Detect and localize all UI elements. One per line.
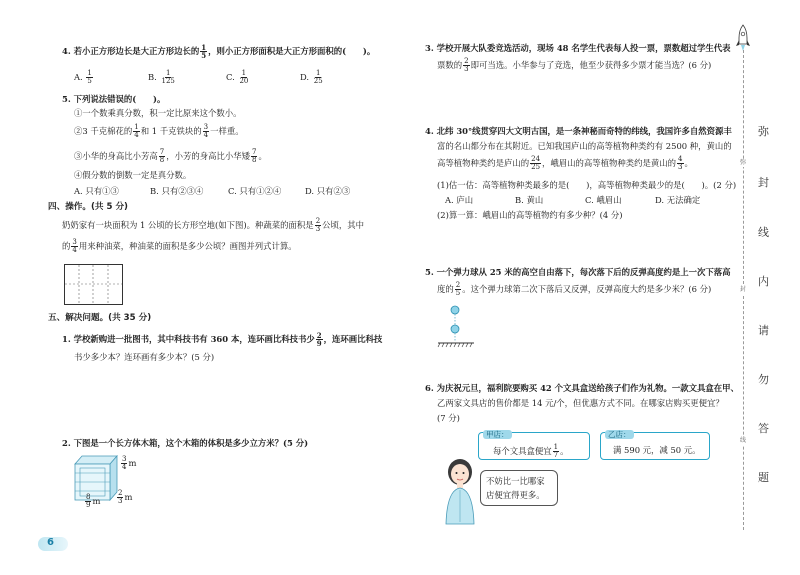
q4-stem: 4. 若小正方形边长是大正方形边长的: [62, 46, 200, 56]
seal-char-3: 线: [758, 226, 769, 239]
shop-a-tag: 甲店：: [483, 430, 512, 439]
r-q4-option-b: B. 黄山: [515, 195, 544, 205]
shop-b-offer: 满 590 元，减 50 元。: [613, 445, 701, 455]
q4-option-d: D. $\frac{1}{25}$: [300, 69, 323, 85]
r-q4-option-d: D. 无法确定: [655, 195, 701, 205]
r-question-3-cont: 票数的 $\frac{2}{3}$ 即可当选。小华参与了竞选，他至少获得多少票才能当选？(6 分): [437, 57, 712, 73]
fraction: $\frac{1}{5}$: [201, 43, 207, 60]
speech-bubble: [480, 470, 558, 506]
r-question-4-line-3: 高等植物种类约是庐山的 $\frac{24}{25}$ ，峨眉山的高等植物种类约是黄山的 $\frac{4}{3}$ 。: [437, 155, 693, 171]
q5-option-d: D. 只有②③: [305, 186, 351, 196]
seal-rocket-icon: [735, 24, 751, 52]
seal-char-7: 答: [758, 422, 769, 435]
r-q4-option-c: C. 峨眉山: [585, 195, 622, 205]
q4-option-b: B. $\frac{1}{125}$: [148, 69, 175, 85]
shop-b-tag: 乙店：: [605, 430, 634, 439]
box-depth-label: $\frac{2}{3}$ m: [118, 489, 133, 505]
r-question-5: 5. 一个弹力球从 25 米的高空自由落下，每次落下后的反弹高度约是上一次下落高: [425, 267, 731, 277]
girl-illustration: [438, 456, 483, 526]
r-question-4: 4. 北纬 30°线贯穿四大文明古国，是一条神秘而奇特的纬线，我国许多自然资源丰: [425, 126, 732, 136]
shop-b-card: [600, 432, 710, 460]
q4-tail: ，则小正方形面积是大正方形面积的( )。: [208, 46, 376, 56]
r-question-4-sub-1: (1)估一估：高等植物种类最多的是( )，高等植物种类最少的是( )。(2 分): [437, 180, 737, 190]
s5-question-1: 1. 学校新购进一批图书，其中科技书有 360 本，连环画比科技书少 $\frac{2}{9}$ ，连环画比科技: [62, 331, 383, 348]
question-4: [62, 44, 375, 59]
q4-option-a: A. $\frac{1}{5}$: [74, 69, 92, 85]
r-question-4-sub-2: (2)算一算：峨眉山的高等植物约有多少种？(4 分): [437, 210, 623, 220]
seal-char-4: 内: [758, 275, 769, 288]
seal-char-2: 封: [758, 176, 769, 189]
r-q4-option-a: A. 庐山: [445, 195, 474, 205]
r-question-6: 6. 为庆祝元旦，福利院要购买 42 个文具盒送给孩子们作为礼物。一款文具盒在甲、: [425, 383, 739, 393]
section-4-line-2: 的 $\frac{3}{4}$ 用来种油菜，种油菜的面积是多少公顷？画图并列式计算。: [62, 238, 297, 254]
seal-small-char-2: 封: [740, 286, 747, 293]
speech-line-1: 不妨比一比哪家: [486, 476, 545, 486]
q5-option-b: B. 只有②③④: [150, 186, 204, 196]
r-question-3: 3. 学校开展大队委竞选活动，现场 48 名学生代表每人投一票，票数超过学生代表: [425, 43, 731, 53]
seal-small-char-1: 弥: [740, 159, 747, 166]
rectangle-field-diagram: [64, 264, 124, 306]
q5-option-c: C. 只有①②④: [228, 186, 282, 196]
speech-line-2: 店便宜得更多。: [486, 490, 545, 500]
seal-char-1: 弥: [758, 125, 769, 138]
r-question-6-line-3: (7 分): [437, 413, 460, 423]
q5-statement-1: ①一个数乘真分数，积一定比原来这个数小。: [74, 108, 242, 118]
r-question-6-line-2: 乙两家文具店的售价都是 14 元/个，但优惠方式不同。在哪家店购买更便宜？: [437, 398, 724, 408]
s5-question-2: 2. 下图是一个长方体木箱，这个木箱的体积是多少立方米？(5 分): [62, 438, 309, 448]
q5-statement-2: ②3 千克棉花的 $\frac{1}{4}$ 和 1 千克铁块的 $\frac{3}{4}$ 一样重。: [74, 123, 244, 139]
page-number: 6: [47, 537, 54, 548]
q4-option-c: C. $\frac{1}{20}$: [226, 69, 249, 85]
question-5: 5. 下列说法错误的( )。: [62, 94, 166, 104]
seal-char-6: 勿: [758, 373, 769, 386]
bouncing-ball-diagram: [436, 300, 476, 350]
section-4-title: 四、操作。(共 5 分): [48, 202, 128, 212]
section-4-line-1: 奶奶家有一块面积为 1 公顷的长方形空地(如下图)。种蔬菜的面积是 $\frac{2}{3}$ 公顷，其中: [62, 217, 365, 233]
box-height-label: $\frac{3}{4}$ m: [122, 455, 137, 471]
q5-statement-3: ③小华的身高比小芳高 $\frac{7}{8}$ ，小芳的身高比小华矮 $\frac{7}{8}$ 。: [74, 148, 267, 164]
seal-char-5: 请: [758, 324, 769, 337]
r-question-5-cont: 度的 $\frac{2}{5}$ 。这个弹力球第二次下落后又反弹，反弹高度大约是多少米？(6 分): [437, 281, 712, 297]
box-width-label: $\frac{8}{9}$ m: [86, 493, 101, 509]
seal-char-8: 题: [758, 471, 769, 484]
seal-small-char-3: 线: [740, 437, 747, 444]
s5-question-1-cont: 书少多少本？连环画有多少本？(5 分): [74, 352, 215, 362]
page-number-badge: [38, 537, 68, 551]
r-question-4-line-2: 富的名山都分布在其附近。已知我国庐山的高等植物种类约有 2500 种，黄山的: [437, 141, 732, 151]
q5-statement-4: ④假分数的倒数一定是真分数。: [74, 170, 192, 180]
q5-option-a: A. 只有①③: [74, 186, 119, 196]
shop-a-card: [478, 432, 590, 460]
section-5-title: 五、解决问题。(共 35 分): [48, 313, 152, 323]
shop-a-offer: 每个文具盒便宜 $\frac{1}{7}$ 。: [493, 443, 569, 459]
